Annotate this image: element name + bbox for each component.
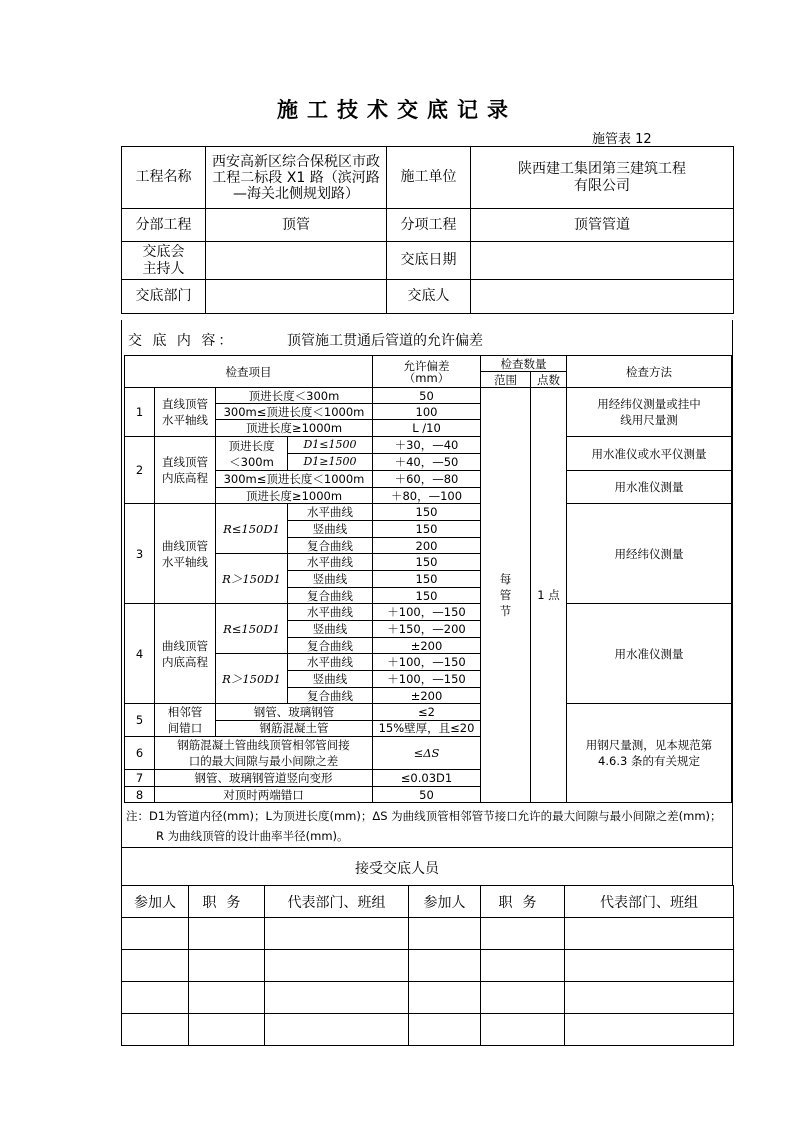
g3-name: 曲线顶管水平轴线 bbox=[155, 504, 216, 604]
g4-curve: 复合曲线 bbox=[288, 688, 373, 704]
g4-r2: R＞150D1 bbox=[216, 654, 288, 704]
g2-len-cond: 顶进长度＜300m bbox=[216, 437, 288, 471]
dept-field[interactable] bbox=[206, 280, 387, 314]
g2-tol: ＋80，—100 bbox=[373, 488, 481, 504]
g3-tol: 150 bbox=[373, 588, 481, 604]
g2-tol: ＋60，—80 bbox=[373, 471, 481, 488]
contractor-value: 陕西建工集团第三建筑工程有限公司 bbox=[471, 147, 734, 209]
host-label: 交底会主持人 bbox=[122, 242, 206, 280]
note-line-1: 注：D1为管道内径(mm)；L为顶进长度(mm)；ΔS 为曲线顶管相邻管节接口允许的最大间隙与最小间隙之差(mm)； bbox=[126, 809, 722, 823]
form-number: 施管表 12 bbox=[592, 132, 652, 147]
receiver-cell[interactable] bbox=[189, 1014, 265, 1046]
g2-no: 2 bbox=[125, 437, 155, 504]
g3-no: 3 bbox=[125, 504, 155, 604]
g4-no: 4 bbox=[125, 604, 155, 704]
h-range: 范围 bbox=[481, 372, 531, 388]
points-value: 1 点 bbox=[531, 388, 567, 803]
dept-label: 交底部门 bbox=[122, 280, 206, 314]
g1-cond: 顶进长度≥1000m bbox=[216, 420, 373, 437]
note-line-2: R 为曲线顶管的设计曲率半径(mm)。 bbox=[156, 829, 349, 843]
g1-cond: 顶进长度＜300m bbox=[216, 388, 373, 404]
g5-tol: ≤2 bbox=[373, 704, 481, 721]
g4-curve: 竖曲线 bbox=[288, 671, 373, 688]
g2-method-1: 用水准仪或水平仪测量 bbox=[567, 437, 732, 471]
receivers-title: 接受交底人员 bbox=[355, 861, 439, 877]
subitem-value: 顶管管道 bbox=[471, 209, 734, 242]
g1-tol: 100 bbox=[373, 404, 481, 420]
g3-method: 用经纬仪测量 bbox=[567, 504, 732, 604]
receiver-cell[interactable] bbox=[122, 982, 189, 1014]
g4-curve: 竖曲线 bbox=[288, 621, 373, 638]
g7-tol: ≤0.03D1 bbox=[373, 770, 481, 787]
g1-name: 直线顶管水平轴线 bbox=[155, 388, 216, 437]
g4-tol: ＋100，—150 bbox=[373, 671, 481, 688]
subitem-label: 分项工程 bbox=[387, 209, 471, 242]
project-name-label: 工程名称 bbox=[122, 147, 206, 209]
receiver-cell[interactable] bbox=[122, 918, 189, 950]
receiver-cell[interactable] bbox=[189, 918, 265, 950]
division-label: 分部工程 bbox=[122, 209, 206, 242]
g3-curve: 竖曲线 bbox=[288, 521, 373, 538]
g1-tol: 50 bbox=[373, 388, 481, 404]
receiver-cell[interactable] bbox=[481, 982, 565, 1014]
g4-tol: ＋100，—150 bbox=[373, 654, 481, 671]
g2-cond: 顶进长度≥1000m bbox=[216, 488, 373, 504]
person-field[interactable] bbox=[471, 280, 734, 314]
g3-tol: 150 bbox=[373, 504, 481, 521]
receiver-cell[interactable] bbox=[565, 982, 734, 1014]
receiver-row bbox=[122, 1014, 734, 1046]
g5-tol: 15%壁厚，且≤20 bbox=[373, 720, 481, 737]
g5-name: 相邻管间错口 bbox=[155, 704, 216, 737]
receiver-cell[interactable] bbox=[409, 918, 481, 950]
h-position: 职务 bbox=[481, 886, 565, 918]
g1-no: 1 bbox=[125, 388, 155, 437]
g3-r1: R≤150D1 bbox=[216, 504, 288, 554]
range-value: 每管节 bbox=[481, 388, 531, 803]
g2-name: 直线顶管内底高程 bbox=[155, 437, 216, 504]
h-method: 检查方法 bbox=[567, 356, 732, 388]
g5-sub: 钢管、玻璃钢管 bbox=[216, 704, 373, 721]
date-field[interactable] bbox=[471, 242, 734, 280]
g3-tol: 150 bbox=[373, 571, 481, 588]
receiver-cell[interactable] bbox=[265, 918, 409, 950]
g4-curve: 复合曲线 bbox=[288, 638, 373, 654]
g4-tol: ＋100，—150 bbox=[373, 604, 481, 621]
g3-curve: 水平曲线 bbox=[288, 554, 373, 571]
g3-r2: R＞150D1 bbox=[216, 554, 288, 604]
receiver-cell[interactable] bbox=[565, 1014, 734, 1046]
document-title: 施工技术交底记录 bbox=[277, 98, 517, 122]
h-tolerance: 允许偏差 （mm） bbox=[373, 356, 481, 388]
g8-name: 对顶时两端错口 bbox=[155, 787, 373, 803]
contractor-label: 施工单位 bbox=[387, 147, 471, 209]
g1-method: 用经纬仪测量或挂中线用尺量测 bbox=[567, 388, 732, 437]
g6-no: 6 bbox=[125, 737, 155, 770]
tolerance-table bbox=[124, 355, 732, 803]
host-field[interactable] bbox=[206, 242, 387, 280]
h-points: 点数 bbox=[531, 372, 567, 388]
person-label: 交底人 bbox=[387, 280, 471, 314]
header-table bbox=[121, 146, 734, 314]
division-value: 顶管 bbox=[206, 209, 387, 242]
g3-curve: 水平曲线 bbox=[288, 504, 373, 521]
g4-tol: ±200 bbox=[373, 638, 481, 654]
g5-no: 5 bbox=[125, 704, 155, 737]
receiver-cell[interactable] bbox=[265, 950, 409, 982]
g3-tol: 150 bbox=[373, 521, 481, 538]
g6-method: 用钢尺量测，见本规范第 4.6.3 条的有关规定 bbox=[567, 704, 732, 803]
project-name-value: 西安高新区综合保税区市政工程二标段 X1 路（滨河路—海关北侧规划路） bbox=[206, 147, 387, 209]
receiver-cell[interactable] bbox=[481, 918, 565, 950]
g4-curve: 水平曲线 bbox=[288, 604, 373, 621]
g8-tol: 50 bbox=[373, 787, 481, 803]
g4-tol: ＋150，—200 bbox=[373, 621, 481, 638]
g2-method-2: 用水准仪测量 bbox=[567, 471, 732, 504]
g4-r1: R≤150D1 bbox=[216, 604, 288, 654]
receiver-cell[interactable] bbox=[409, 950, 481, 982]
h-position: 职务 bbox=[189, 886, 265, 918]
g2-d2: D1≥1500 bbox=[288, 454, 373, 471]
receiver-cell[interactable] bbox=[565, 950, 734, 982]
g2-d1: D1≤1500 bbox=[288, 437, 373, 454]
receiver-cell[interactable] bbox=[409, 982, 481, 1014]
g7-no: 7 bbox=[125, 770, 155, 787]
receiver-row bbox=[122, 950, 734, 982]
g7-name: 钢管、玻璃钢管道竖向变形 bbox=[155, 770, 373, 787]
g2-tol: ＋30，—40 bbox=[373, 437, 481, 454]
g1-cond: 300m≤顶进长度＜1000m bbox=[216, 404, 373, 420]
g6-name: 钢筋混凝土管曲线顶管相邻管间接口的最大间隙与最小间隙之差 bbox=[155, 737, 373, 770]
g6-tol: ≤ΔS bbox=[373, 737, 481, 770]
receiver-cell[interactable] bbox=[122, 950, 189, 982]
receiver-cell[interactable] bbox=[265, 982, 409, 1014]
content-label: 交 底 内 容： bbox=[128, 333, 236, 349]
g5-sub: 钢筋混凝土管 bbox=[216, 720, 373, 737]
h-dept: 代表部门、班组 bbox=[265, 886, 409, 918]
g1-tol: L /10 bbox=[373, 420, 481, 437]
receiver-cell[interactable] bbox=[565, 918, 734, 950]
g3-tol: 150 bbox=[373, 554, 481, 571]
g4-curve: 水平曲线 bbox=[288, 654, 373, 671]
receivers-table bbox=[121, 885, 734, 1046]
tolerance-table-wrap bbox=[124, 355, 731, 803]
g3-curve: 复合曲线 bbox=[288, 588, 373, 604]
receiver-cell[interactable] bbox=[189, 982, 265, 1014]
receiver-row bbox=[122, 918, 734, 950]
g3-curve: 复合曲线 bbox=[288, 538, 373, 554]
h-participant: 参加人 bbox=[409, 886, 481, 918]
g2-tol: ＋40，—50 bbox=[373, 454, 481, 471]
receiver-row bbox=[122, 982, 734, 1014]
g2-cond: 300m≤顶进长度＜1000m bbox=[216, 471, 373, 488]
h-quantity: 检查数量 bbox=[481, 356, 567, 372]
h-participant: 参加人 bbox=[122, 886, 189, 918]
receiver-cell[interactable] bbox=[481, 950, 565, 982]
receiver-cell[interactable] bbox=[265, 1014, 409, 1046]
g4-tol: ±200 bbox=[373, 688, 481, 704]
table-note bbox=[126, 806, 731, 846]
receiver-cell[interactable] bbox=[409, 1014, 481, 1046]
date-label: 交底日期 bbox=[387, 242, 471, 280]
h-item: 检查项目 bbox=[125, 356, 373, 388]
g3-curve: 竖曲线 bbox=[288, 571, 373, 588]
g4-name: 曲线顶管内底高程 bbox=[155, 604, 216, 704]
g4-method: 用水准仪测量 bbox=[567, 604, 732, 704]
h-dept: 代表部门、班组 bbox=[565, 886, 734, 918]
receiver-cell[interactable] bbox=[122, 1014, 189, 1046]
receiver-cell[interactable] bbox=[481, 1014, 565, 1046]
g8-no: 8 bbox=[125, 787, 155, 803]
g3-tol: 200 bbox=[373, 538, 481, 554]
receiver-cell[interactable] bbox=[189, 950, 265, 982]
content-subject: 顶管施工贯通后管道的允许偏差 bbox=[287, 333, 483, 349]
